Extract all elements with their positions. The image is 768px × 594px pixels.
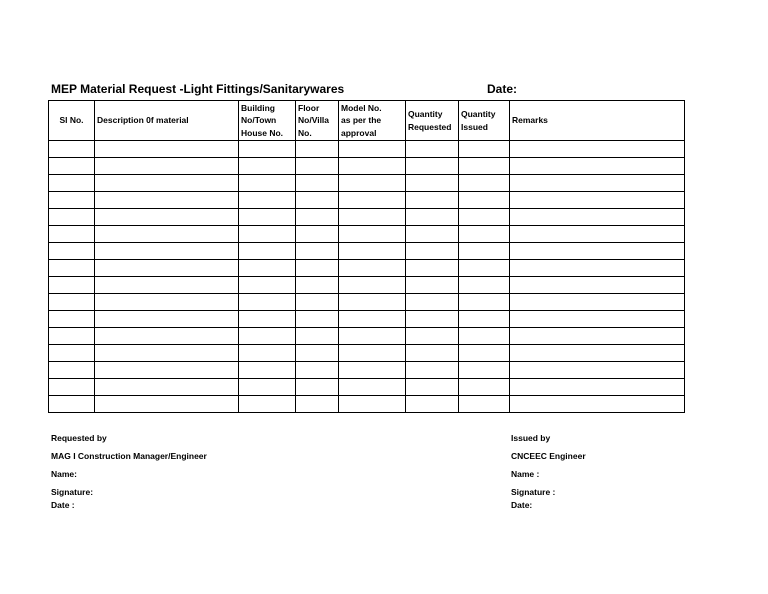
column-header-quantity-requested: Quantity Requested [406, 101, 459, 141]
table-cell[interactable] [406, 158, 459, 175]
table-cell[interactable] [239, 141, 296, 158]
table-cell[interactable] [296, 345, 339, 362]
table-cell[interactable] [239, 158, 296, 175]
table-cell[interactable] [95, 158, 239, 175]
table-cell[interactable] [459, 209, 510, 226]
table-cell[interactable] [239, 362, 296, 379]
table-cell[interactable] [459, 328, 510, 345]
table-cell[interactable] [239, 328, 296, 345]
table-cell[interactable] [49, 379, 95, 396]
table-row [49, 192, 685, 209]
table-cell[interactable] [296, 158, 339, 175]
table-cell[interactable] [49, 311, 95, 328]
table-row [49, 294, 685, 311]
table-cell[interactable] [239, 260, 296, 277]
table-cell[interactable] [339, 396, 406, 413]
issuer-signature-label: Signature : [511, 487, 556, 497]
column-header-remarks: Remarks [510, 101, 685, 141]
table-row [49, 226, 685, 243]
table-cell[interactable] [296, 379, 339, 396]
table-cell[interactable] [406, 379, 459, 396]
table-cell[interactable] [510, 243, 685, 260]
table-cell[interactable] [459, 396, 510, 413]
table-row [49, 379, 685, 396]
table-cell[interactable] [95, 141, 239, 158]
table-cell[interactable] [339, 243, 406, 260]
table-cell[interactable] [239, 311, 296, 328]
table-cell[interactable] [510, 260, 685, 277]
issuer-role: CNCEEC Engineer [511, 451, 586, 461]
table-cell[interactable] [459, 294, 510, 311]
table-cell[interactable] [339, 328, 406, 345]
table-cell[interactable] [510, 226, 685, 243]
table-cell[interactable] [406, 345, 459, 362]
table-cell[interactable] [339, 260, 406, 277]
table-cell[interactable] [239, 243, 296, 260]
table-row [49, 260, 685, 277]
table-cell[interactable] [406, 260, 459, 277]
table-cell[interactable] [406, 311, 459, 328]
column-header-description: Description 0f material [95, 101, 239, 141]
column-header-quantity-issued: Quantity Issued [459, 101, 510, 141]
table-cell[interactable] [296, 277, 339, 294]
table-cell[interactable] [459, 345, 510, 362]
table-cell[interactable] [459, 243, 510, 260]
table-cell[interactable] [339, 209, 406, 226]
table-cell[interactable] [95, 396, 239, 413]
table-cell[interactable] [296, 243, 339, 260]
table-cell[interactable] [95, 175, 239, 192]
table-cell[interactable] [459, 311, 510, 328]
table-cell[interactable] [406, 294, 459, 311]
table-row [49, 362, 685, 379]
table-cell[interactable] [510, 141, 685, 158]
table-cell[interactable] [49, 328, 95, 345]
table-cell[interactable] [95, 192, 239, 209]
table-cell[interactable] [510, 175, 685, 192]
column-header-building-no: Building No/Town House No. [239, 101, 296, 141]
table-cell[interactable] [95, 294, 239, 311]
issuer-date-label: Date: [511, 500, 533, 510]
table-cell[interactable] [339, 141, 406, 158]
table-cell[interactable] [95, 277, 239, 294]
table-row [49, 243, 685, 260]
table-body [49, 141, 685, 413]
table-cell[interactable] [95, 209, 239, 226]
table-row [49, 141, 685, 158]
table-cell[interactable] [239, 277, 296, 294]
table-cell[interactable] [239, 396, 296, 413]
table-cell[interactable] [239, 209, 296, 226]
table-cell[interactable] [406, 209, 459, 226]
table-cell[interactable] [296, 226, 339, 243]
table-cell[interactable] [49, 260, 95, 277]
table-cell[interactable] [510, 294, 685, 311]
table-cell[interactable] [406, 396, 459, 413]
requester-name-label: Name: [51, 469, 77, 479]
table-cell[interactable] [49, 345, 95, 362]
table-cell[interactable] [339, 192, 406, 209]
table-cell[interactable] [296, 260, 339, 277]
table-cell[interactable] [49, 362, 95, 379]
table-cell[interactable] [459, 362, 510, 379]
requested-by-label: Requested by [51, 433, 107, 443]
form-title: MEP Material Request -Light Fittings/Sanitarywares [51, 82, 345, 96]
table-cell[interactable] [239, 192, 296, 209]
table-cell[interactable] [49, 141, 95, 158]
table-cell[interactable] [406, 226, 459, 243]
table-cell[interactable] [296, 209, 339, 226]
table-cell[interactable] [406, 243, 459, 260]
table-cell[interactable] [49, 294, 95, 311]
table-cell[interactable] [296, 294, 339, 311]
table-cell[interactable] [510, 396, 685, 413]
material-request-table [48, 100, 685, 413]
table-cell[interactable] [339, 379, 406, 396]
table-cell[interactable] [49, 192, 95, 209]
table-cell[interactable] [339, 345, 406, 362]
column-header-sl-no: Sl No. [49, 101, 95, 141]
table-cell[interactable] [95, 345, 239, 362]
table-row [49, 158, 685, 175]
table-cell[interactable] [510, 192, 685, 209]
table-cell[interactable] [296, 328, 339, 345]
table-cell[interactable] [95, 311, 239, 328]
table-cell[interactable] [296, 396, 339, 413]
table-cell[interactable] [406, 175, 459, 192]
table-cell[interactable] [459, 277, 510, 294]
table-cell[interactable] [239, 175, 296, 192]
table-row [49, 328, 685, 345]
table-cell[interactable] [49, 396, 95, 413]
table-cell[interactable] [296, 311, 339, 328]
table-cell[interactable] [239, 226, 296, 243]
table-cell[interactable] [239, 294, 296, 311]
table-cell[interactable] [239, 379, 296, 396]
table-cell[interactable] [339, 277, 406, 294]
table-row [49, 345, 685, 362]
table-cell[interactable] [406, 362, 459, 379]
table-cell[interactable] [49, 158, 95, 175]
table-cell[interactable] [95, 226, 239, 243]
table-cell[interactable] [296, 141, 339, 158]
issuer-name-label: Name : [511, 469, 540, 479]
date-label: Date: [487, 82, 518, 96]
table-cell[interactable] [339, 226, 406, 243]
table-cell[interactable] [49, 209, 95, 226]
table-cell[interactable] [49, 226, 95, 243]
table-header-row [49, 101, 685, 141]
table-cell[interactable] [49, 175, 95, 192]
table-cell[interactable] [296, 175, 339, 192]
table-cell[interactable] [510, 158, 685, 175]
table-cell[interactable] [406, 192, 459, 209]
table-row [49, 311, 685, 328]
table-row [49, 175, 685, 192]
table-cell[interactable] [510, 277, 685, 294]
table-cell[interactable] [406, 328, 459, 345]
table-cell[interactable] [510, 311, 685, 328]
column-header-floor-no: Floor No/Villa No. [296, 101, 339, 141]
table-cell[interactable] [49, 277, 95, 294]
issued-by-label: Issued by [511, 433, 551, 443]
table-cell[interactable] [296, 192, 339, 209]
table-cell[interactable] [406, 141, 459, 158]
table-cell[interactable] [95, 379, 239, 396]
column-header-model-no: Model No. as per the approval [339, 101, 406, 141]
table-cell[interactable] [406, 277, 459, 294]
table-cell[interactable] [459, 260, 510, 277]
table-cell[interactable] [339, 294, 406, 311]
table-cell[interactable] [510, 345, 685, 362]
table-cell[interactable] [510, 379, 685, 396]
table-row [49, 396, 685, 413]
table-cell[interactable] [339, 158, 406, 175]
table-row [49, 277, 685, 294]
table-cell[interactable] [95, 328, 239, 345]
table-cell[interactable] [95, 243, 239, 260]
table-cell[interactable] [95, 362, 239, 379]
table-cell[interactable] [95, 260, 239, 277]
requester-signature-label: Signature: [51, 487, 94, 497]
table-cell[interactable] [459, 379, 510, 396]
requester-role: MAG I Construction Manager/Engineer [51, 451, 207, 461]
table-cell[interactable] [296, 362, 339, 379]
table-cell[interactable] [459, 141, 510, 158]
table-cell[interactable] [339, 362, 406, 379]
table-cell[interactable] [510, 328, 685, 345]
table-cell[interactable] [239, 345, 296, 362]
table-cell[interactable] [49, 243, 95, 260]
requester-date-label: Date : [51, 500, 75, 510]
table-cell[interactable] [339, 311, 406, 328]
table-cell[interactable] [510, 209, 685, 226]
table-cell[interactable] [459, 226, 510, 243]
table-cell[interactable] [459, 192, 510, 209]
table-cell[interactable] [459, 175, 510, 192]
table-cell[interactable] [339, 175, 406, 192]
table-row [49, 209, 685, 226]
table-cell[interactable] [459, 158, 510, 175]
table-cell[interactable] [510, 362, 685, 379]
